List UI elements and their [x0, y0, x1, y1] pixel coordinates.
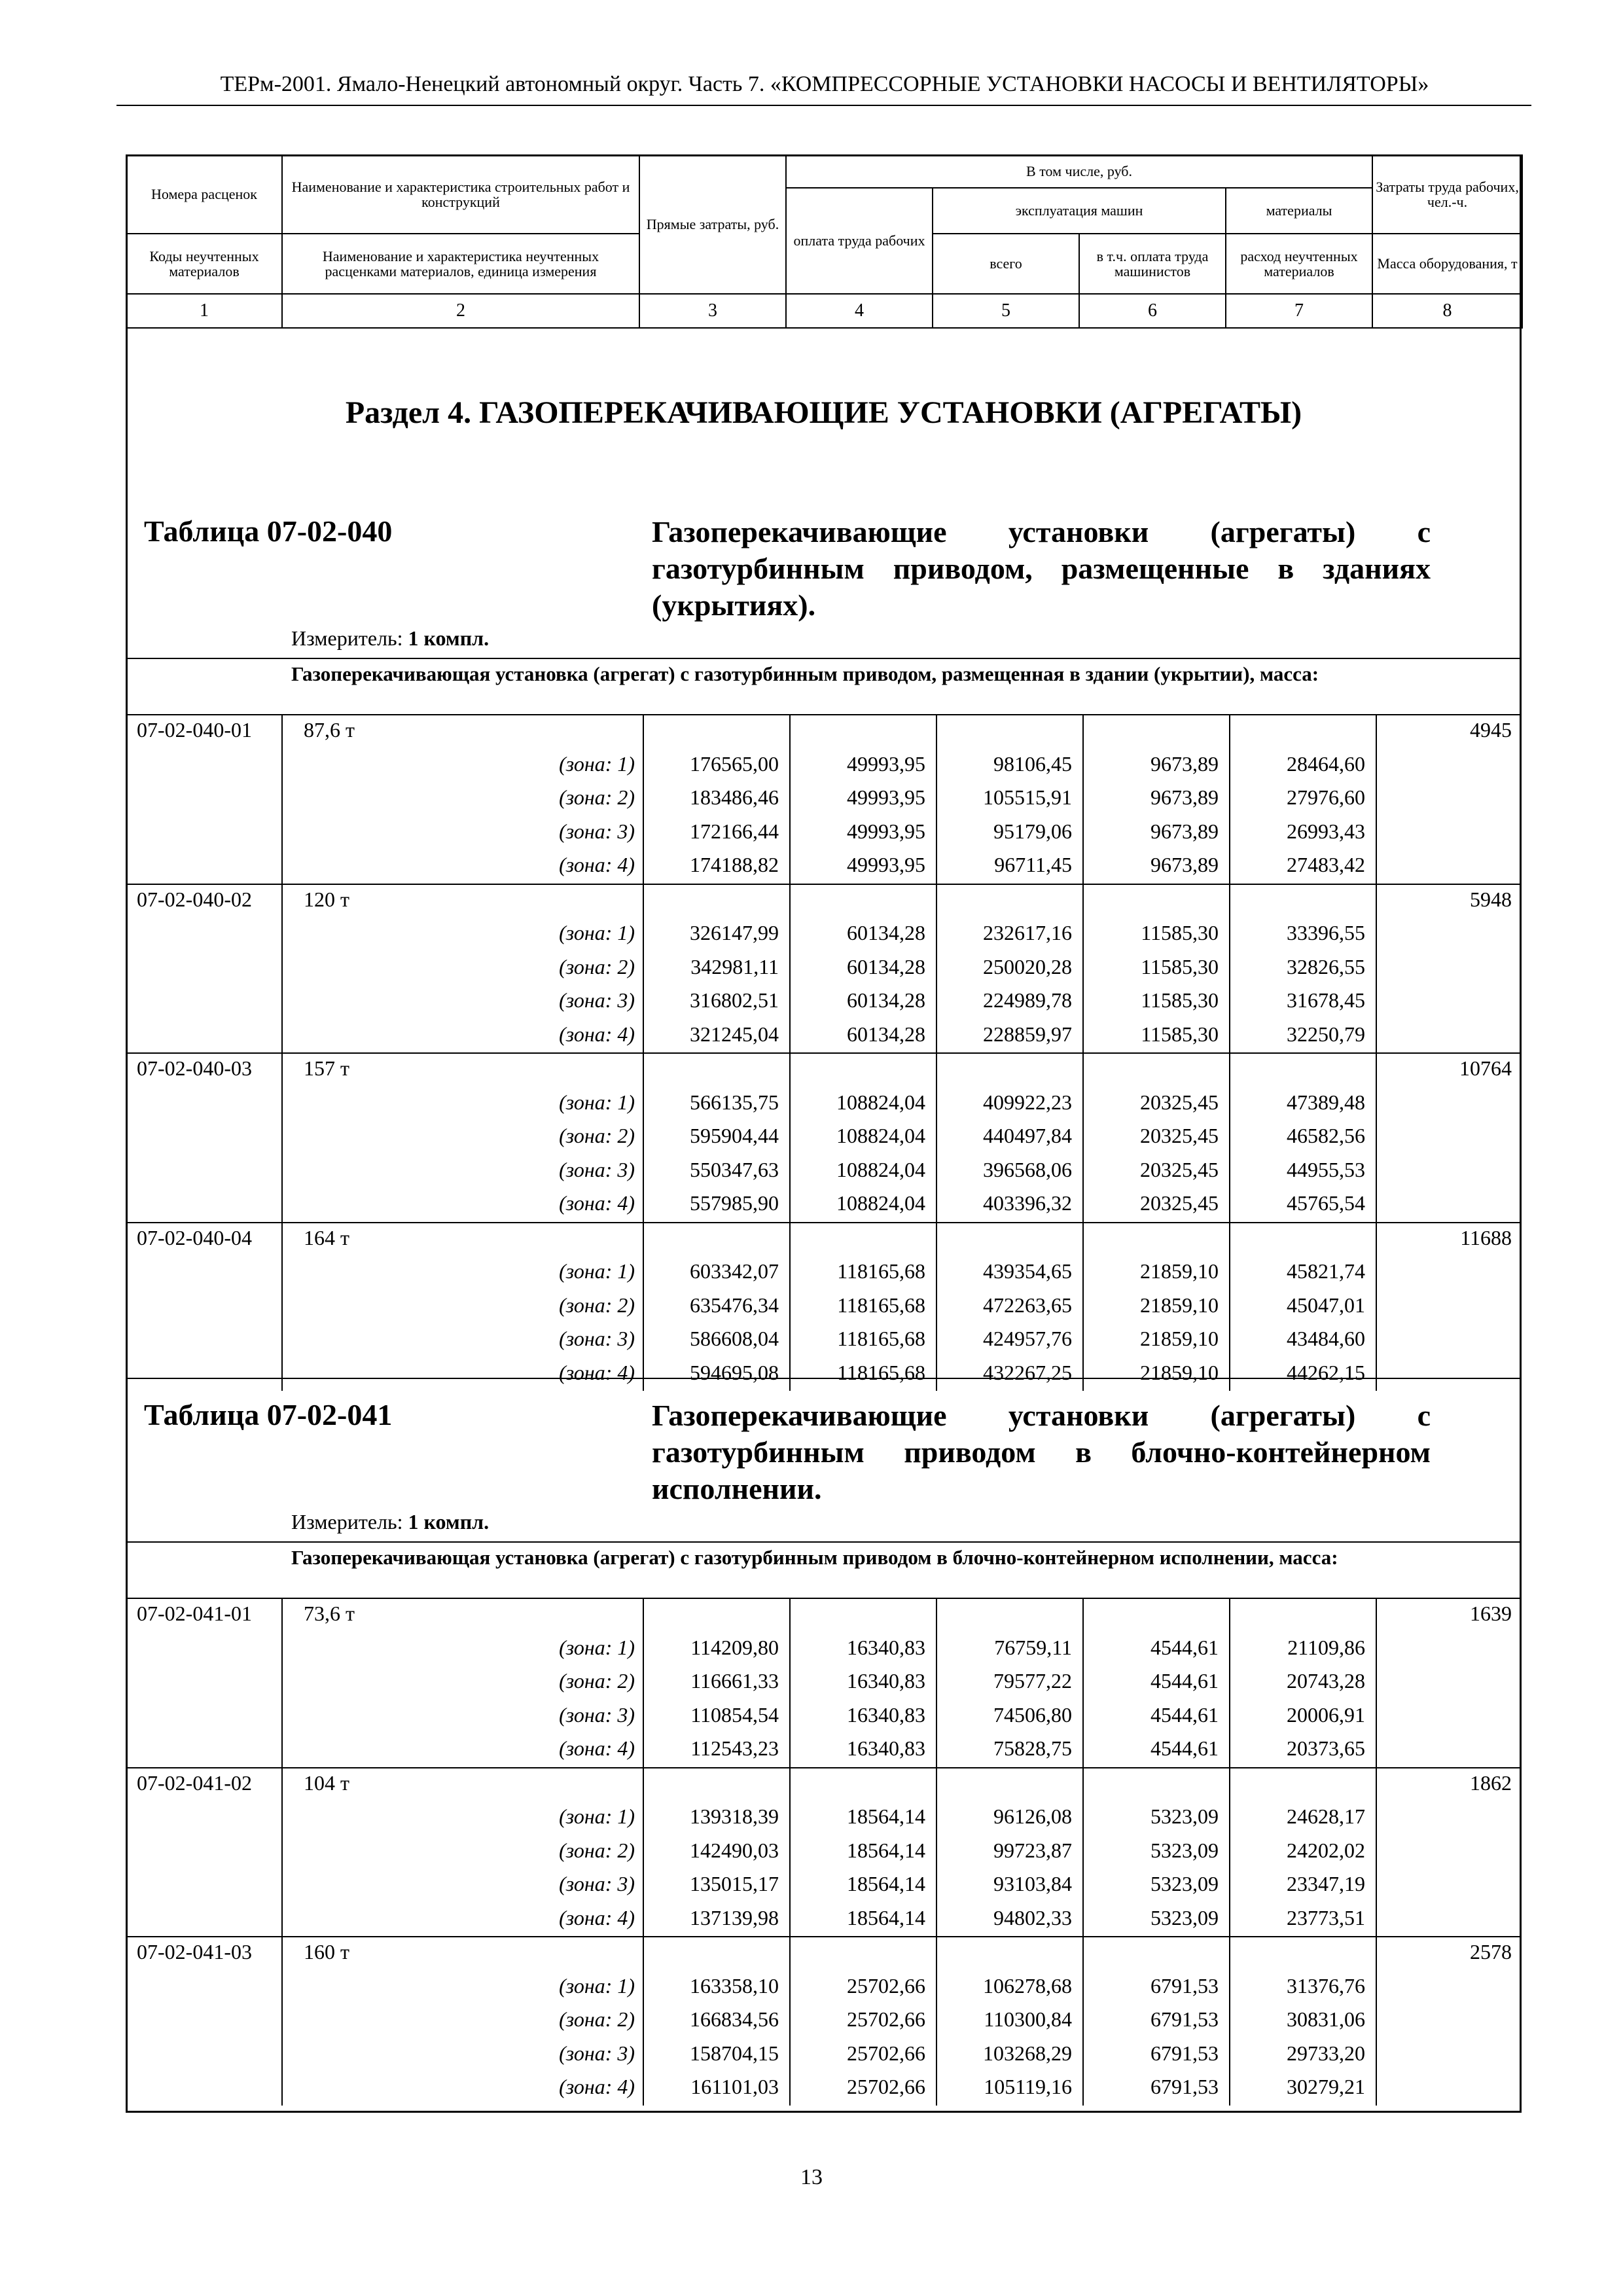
table-number: Таблица 07-02-041 [144, 1398, 393, 1431]
header-col1-top: Номера расценок [126, 155, 282, 234]
measure-value: 1 компл. [408, 626, 490, 650]
equipment-mass: 2578 [1470, 1940, 1512, 1964]
labor-cost: 108824,04 [836, 1090, 925, 1114]
operator-cost: 11585,30 [1141, 1022, 1219, 1046]
zone-label: (зона: 4) [559, 1905, 635, 1929]
material-cost: 32826,55 [1287, 954, 1365, 978]
rate-code: 07-02-040-03 [137, 1056, 252, 1080]
column-number: 3 [639, 294, 786, 328]
row-divider [126, 1222, 1522, 1223]
labor-cost: 18564,14 [847, 1838, 925, 1862]
labor-cost: 16340,83 [847, 1669, 925, 1693]
operator-cost: 20325,45 [1140, 1157, 1219, 1181]
labor-cost: 18564,14 [847, 1804, 925, 1828]
measure-label: Измеритель: [291, 626, 403, 650]
header-col2-top: Наименование и характеристика строительных работ и конструкций [282, 155, 639, 234]
operator-cost: 9673,89 [1150, 853, 1219, 876]
machine-cost: 106278,68 [983, 1973, 1072, 1998]
rate-code: 07-02-040-01 [137, 718, 252, 742]
operator-cost: 11585,30 [1141, 954, 1219, 978]
machine-cost: 232617,16 [983, 921, 1072, 944]
labor-cost: 25702,66 [847, 2041, 925, 2065]
material-cost: 20373,65 [1287, 1736, 1365, 1760]
machine-cost: 224989,78 [983, 988, 1072, 1012]
page-number: 13 [800, 2165, 823, 2189]
labor-cost: 18564,14 [847, 1905, 925, 1929]
material-cost: 30279,21 [1287, 2075, 1365, 2098]
machine-cost: 96711,45 [994, 853, 1072, 876]
equipment-mass: 5948 [1470, 887, 1512, 911]
column-number: 8 [1372, 294, 1522, 328]
direct-cost: 137139,98 [690, 1905, 779, 1929]
material-cost: 21109,86 [1287, 1635, 1365, 1659]
labor-cost: 108824,04 [836, 1124, 925, 1147]
unit-mass: 164 т [304, 1225, 349, 1249]
material-cost: 45047,01 [1287, 1293, 1365, 1317]
material-cost: 23347,19 [1287, 1872, 1365, 1895]
machine-cost: 79577,22 [993, 1669, 1072, 1693]
direct-cost: 174188,82 [690, 853, 779, 876]
direct-cost: 110854,54 [690, 1702, 779, 1727]
rate-code: 07-02-040-04 [137, 1225, 252, 1249]
zone-label: (зона: 4) [559, 1360, 635, 1384]
header-machines: эксплуатация машин [933, 188, 1226, 234]
zone-label: (зона: 2) [559, 1124, 635, 1147]
machine-cost: 228859,97 [983, 1022, 1072, 1046]
header-col4: оплата труда рабочих [786, 188, 933, 294]
equipment-mass: 10764 [1459, 1056, 1512, 1080]
direct-cost: 163358,10 [690, 1973, 779, 1998]
zone-label: (зона: 1) [559, 1973, 635, 1998]
material-cost: 45821,74 [1287, 1259, 1365, 1283]
measure-label: Измеритель: [291, 1510, 403, 1534]
equipment-mass: 4945 [1470, 718, 1512, 742]
unit-mass: 73,6 т [304, 1602, 355, 1625]
table-title: Газоперекачивающие установки (агрегаты) с газотурбинным приводом, размещенные в зданиях (укрытиях). [652, 515, 1431, 622]
operator-cost: 21859,10 [1140, 1293, 1219, 1317]
direct-cost: 594695,08 [690, 1360, 779, 1384]
table-column-header [126, 154, 1523, 329]
column-divider [643, 1598, 644, 2106]
machine-cost: 94802,33 [993, 1905, 1072, 1929]
column-divider [281, 1598, 283, 2106]
material-cost: 33396,55 [1287, 921, 1365, 944]
machine-cost: 440497,84 [983, 1124, 1072, 1147]
header-col8-bottom: Масса оборудования, т [1372, 234, 1522, 294]
direct-cost: 135015,17 [690, 1872, 779, 1895]
row-divider [126, 884, 1522, 885]
zone-label: (зона: 2) [559, 1838, 635, 1862]
labor-cost: 25702,66 [847, 1973, 925, 1998]
direct-cost: 321245,04 [690, 1022, 779, 1046]
machine-cost: 105515,91 [983, 785, 1072, 809]
rate-code: 07-02-041-01 [137, 1602, 252, 1625]
material-cost: 24628,17 [1287, 1804, 1365, 1828]
column-number: 2 [282, 294, 639, 328]
material-cost: 24202,02 [1287, 1838, 1365, 1862]
zone-label: (зона: 3) [559, 1872, 635, 1895]
material-cost: 44262,15 [1287, 1360, 1365, 1384]
operator-cost: 4544,61 [1150, 1702, 1219, 1727]
machine-cost: 250020,28 [983, 954, 1072, 978]
direct-cost: 550347,63 [690, 1157, 779, 1181]
material-cost: 47389,48 [1287, 1090, 1365, 1114]
zone-label: (зона: 1) [559, 751, 635, 776]
direct-cost: 586608,04 [690, 1327, 779, 1350]
operator-cost: 9673,89 [1150, 751, 1219, 776]
machine-cost: 409922,23 [983, 1090, 1072, 1114]
rate-code: 07-02-041-03 [137, 1940, 252, 1964]
column-divider [789, 1598, 791, 2106]
material-cost: 44955,53 [1287, 1157, 1365, 1181]
material-cost: 43484,60 [1287, 1327, 1365, 1350]
group-title: Газоперекачивающая установка (агрегат) с газотурбинным приводом, размещенная в здании (укрытии), масса: [291, 662, 1319, 685]
machine-cost: 96126,08 [993, 1804, 1072, 1828]
machine-cost: 103268,29 [983, 2041, 1072, 2065]
material-cost: 45765,54 [1287, 1191, 1365, 1215]
direct-cost: 112543,23 [690, 1736, 779, 1760]
labor-cost: 16340,83 [847, 1702, 925, 1727]
zone-label: (зона: 3) [559, 1157, 635, 1181]
direct-cost: 176565,00 [690, 751, 779, 776]
column-divider [1082, 714, 1084, 1391]
machine-cost: 110300,84 [984, 2007, 1072, 2031]
machine-cost: 439354,65 [983, 1259, 1072, 1283]
material-cost: 27483,42 [1287, 853, 1365, 876]
material-cost: 29733,20 [1287, 2041, 1365, 2065]
operator-cost: 6791,53 [1150, 1973, 1219, 1998]
labor-cost: 60134,28 [847, 954, 925, 978]
zone-label: (зона: 1) [559, 1259, 635, 1283]
header-divider [116, 105, 1531, 106]
column-divider [281, 714, 283, 1391]
column-number: 1 [126, 294, 282, 328]
machine-cost: 403396,32 [983, 1191, 1072, 1215]
direct-cost: 342981,11 [690, 954, 779, 978]
equipment-mass: 1639 [1470, 1602, 1512, 1625]
zone-label: (зона: 1) [559, 1090, 635, 1114]
zone-label: (зона: 4) [559, 2075, 635, 2098]
labor-cost: 16340,83 [847, 1635, 925, 1659]
equipment-mass: 11688 [1460, 1225, 1512, 1249]
material-cost: 28464,60 [1287, 751, 1365, 776]
direct-cost: 316802,51 [690, 988, 779, 1012]
machine-cost: 99723,87 [993, 1838, 1072, 1862]
direct-cost: 557985,90 [690, 1191, 779, 1215]
direct-cost: 326147,99 [690, 921, 779, 944]
direct-cost: 635476,34 [690, 1293, 779, 1317]
running-header: ТЕРм-2001. Ямало-Ненецкий автономный округ. Часть 7. «КОМПРЕССОРНЫЕ УСТАНОВКИ НАСОСЫ И ВЕНТИЛЯТОРЫ» [220, 72, 1429, 96]
measure-unit [291, 1510, 489, 1534]
column-number: 5 [933, 294, 1079, 328]
labor-cost: 18564,14 [847, 1872, 925, 1895]
zone-label: (зона: 2) [559, 785, 635, 809]
table-number: Таблица 07-02-040 [144, 514, 393, 548]
header-col7: расход неучтенных материалов [1226, 234, 1372, 294]
machine-cost: 95179,06 [993, 819, 1072, 843]
row-divider [126, 1052, 1522, 1054]
material-cost: 23773,51 [1287, 1905, 1365, 1929]
table-title: Газоперекачивающие установки (агрегаты) с газотурбинным приводом в блочно-контейнерном исполнении. [652, 1399, 1431, 1505]
column-divider [1082, 1598, 1084, 2106]
operator-cost: 4544,61 [1150, 1669, 1219, 1693]
labor-cost: 118165,68 [837, 1327, 925, 1350]
direct-cost: 603342,07 [690, 1259, 779, 1283]
rate-code: 07-02-040-02 [137, 887, 252, 911]
direct-cost: 158704,15 [690, 2041, 779, 2065]
column-divider [789, 714, 791, 1391]
header-including: В том числе, руб. [786, 155, 1372, 188]
rate-code: 07-02-041-02 [137, 1770, 252, 1795]
section-title: Раздел 4. ГАЗОПЕРЕКАЧИВАЮЩИЕ УСТАНОВКИ (АГРЕГАТЫ) [345, 395, 1302, 430]
material-cost: 27976,60 [1287, 785, 1365, 809]
unit-mass: 160 т [304, 1940, 349, 1964]
labor-cost: 60134,28 [847, 921, 925, 944]
labor-cost: 118165,68 [837, 1293, 925, 1317]
zone-label: (зона: 1) [559, 921, 635, 944]
zone-label: (зона: 2) [559, 1293, 635, 1317]
operator-cost: 21859,10 [1140, 1259, 1219, 1283]
column-number: 4 [786, 294, 933, 328]
direct-cost: 114209,80 [690, 1635, 779, 1659]
labor-cost: 49993,95 [847, 819, 925, 843]
operator-cost: 5323,09 [1150, 1905, 1219, 1929]
machine-cost: 432267,25 [983, 1360, 1072, 1384]
header-materials: материалы [1226, 188, 1372, 234]
operator-cost: 20325,45 [1140, 1191, 1219, 1215]
unit-mass: 157 т [304, 1056, 349, 1080]
operator-cost: 20325,45 [1140, 1124, 1219, 1147]
column-divider [936, 1598, 937, 2106]
column-divider [1376, 1598, 1377, 2106]
equipment-mass: 1862 [1470, 1770, 1512, 1795]
group-divider [126, 1541, 1522, 1543]
measure-unit [291, 626, 489, 651]
direct-cost: 566135,75 [690, 1090, 779, 1114]
operator-cost: 11585,30 [1141, 921, 1219, 944]
operator-cost: 11585,30 [1141, 988, 1219, 1012]
column-divider [1229, 1598, 1230, 2106]
operator-cost: 5323,09 [1150, 1804, 1219, 1828]
zone-label: (зона: 2) [559, 1669, 635, 1693]
group-divider [126, 714, 1522, 715]
group-title: Газоперекачивающая установка (агрегат) с газотурбинным приводом в блочно-контейнерном исполнении, масса: [291, 1546, 1338, 1569]
direct-cost: 172166,44 [690, 819, 779, 843]
zone-label: (зона: 3) [559, 2041, 635, 2065]
operator-cost: 9673,89 [1150, 785, 1219, 809]
machine-cost: 105119,16 [984, 2075, 1072, 2098]
operator-cost: 9673,89 [1150, 819, 1219, 843]
machine-cost: 93103,84 [993, 1872, 1072, 1895]
operator-cost: 4544,61 [1150, 1736, 1219, 1760]
header-col1-bottom: Коды неучтенных материалов [126, 234, 282, 294]
unit-mass: 120 т [304, 887, 349, 911]
operator-cost: 6791,53 [1150, 2041, 1219, 2065]
operator-cost: 6791,53 [1150, 2007, 1219, 2031]
material-cost: 31376,76 [1287, 1973, 1365, 1998]
zone-label: (зона: 4) [559, 853, 635, 876]
operator-cost: 20325,45 [1140, 1090, 1219, 1114]
labor-cost: 60134,28 [847, 988, 925, 1012]
machine-cost: 75828,75 [993, 1736, 1072, 1760]
material-cost: 20743,28 [1287, 1669, 1365, 1693]
zone-label: (зона: 1) [559, 1804, 635, 1828]
machine-cost: 98106,45 [993, 751, 1072, 776]
column-divider [1229, 714, 1230, 1391]
header-col6: в т.ч. оплата труда машинистов [1079, 234, 1226, 294]
column-divider [643, 714, 644, 1391]
direct-cost: 166834,56 [690, 2007, 779, 2031]
column-divider [1376, 714, 1377, 1391]
operator-cost: 21859,10 [1140, 1360, 1219, 1384]
material-cost: 31678,45 [1287, 988, 1365, 1012]
zone-label: (зона: 2) [559, 954, 635, 978]
row-divider [126, 1767, 1522, 1768]
material-cost: 32250,79 [1287, 1022, 1365, 1046]
measure-value: 1 компл. [408, 1510, 490, 1534]
machine-cost: 76759,11 [994, 1635, 1072, 1659]
machine-cost: 424957,76 [983, 1327, 1072, 1350]
machine-cost: 396568,06 [983, 1157, 1072, 1181]
direct-cost: 161101,03 [690, 2075, 779, 2098]
labor-cost: 49993,95 [847, 785, 925, 809]
operator-cost: 5323,09 [1150, 1872, 1219, 1895]
column-divider [936, 714, 937, 1391]
machine-cost: 74506,80 [993, 1702, 1072, 1727]
row-divider [126, 1936, 1522, 1937]
zone-label: (зона: 1) [559, 1635, 635, 1659]
labor-cost: 49993,95 [847, 751, 925, 776]
material-cost: 46582,56 [1287, 1124, 1365, 1147]
labor-cost: 118165,68 [837, 1259, 925, 1283]
zone-label: (зона: 2) [559, 2007, 635, 2031]
labor-cost: 25702,66 [847, 2007, 925, 2031]
material-cost: 30831,06 [1287, 2007, 1365, 2031]
zone-label: (зона: 4) [559, 1022, 635, 1046]
direct-cost: 116661,33 [690, 1669, 779, 1693]
header-col2-bottom: Наименование и характеристика неучтенных расценками материалов, единица измерения [282, 234, 639, 294]
zone-label: (зона: 3) [559, 1702, 635, 1727]
zone-label: (зона: 4) [559, 1736, 635, 1760]
labor-cost: 60134,28 [847, 1022, 925, 1046]
group-divider [126, 1598, 1522, 1599]
header-col5: всего [933, 234, 1079, 294]
zone-label: (зона: 3) [559, 1327, 635, 1350]
labor-cost: 49993,95 [847, 853, 925, 876]
header-col8-top: Затраты труда рабочих, чел.-ч. [1372, 155, 1522, 234]
direct-cost: 595904,44 [690, 1124, 779, 1147]
direct-cost: 142490,03 [690, 1838, 779, 1862]
labor-cost: 25702,66 [847, 2075, 925, 2098]
zone-label: (зона: 4) [559, 1191, 635, 1215]
column-number: 6 [1079, 294, 1226, 328]
table-separator [126, 1378, 1522, 1379]
labor-cost: 108824,04 [836, 1157, 925, 1181]
material-cost: 26993,43 [1287, 819, 1365, 843]
labor-cost: 118165,68 [837, 1360, 925, 1384]
operator-cost: 5323,09 [1150, 1838, 1219, 1862]
unit-mass: 87,6 т [304, 718, 355, 742]
operator-cost: 21859,10 [1140, 1327, 1219, 1350]
header-col3: Прямые затраты, руб. [639, 155, 786, 294]
direct-cost: 183486,46 [690, 785, 779, 809]
labor-cost: 108824,04 [836, 1191, 925, 1215]
zone-label: (зона: 3) [559, 988, 635, 1012]
labor-cost: 16340,83 [847, 1736, 925, 1760]
unit-mass: 104 т [304, 1770, 349, 1795]
operator-cost: 6791,53 [1150, 2075, 1219, 2098]
zone-label: (зона: 3) [559, 819, 635, 843]
column-number: 7 [1226, 294, 1372, 328]
operator-cost: 4544,61 [1150, 1635, 1219, 1659]
direct-cost: 139318,39 [690, 1804, 779, 1828]
material-cost: 20006,91 [1287, 1702, 1365, 1727]
group-divider [126, 658, 1522, 659]
machine-cost: 472263,65 [983, 1293, 1072, 1317]
